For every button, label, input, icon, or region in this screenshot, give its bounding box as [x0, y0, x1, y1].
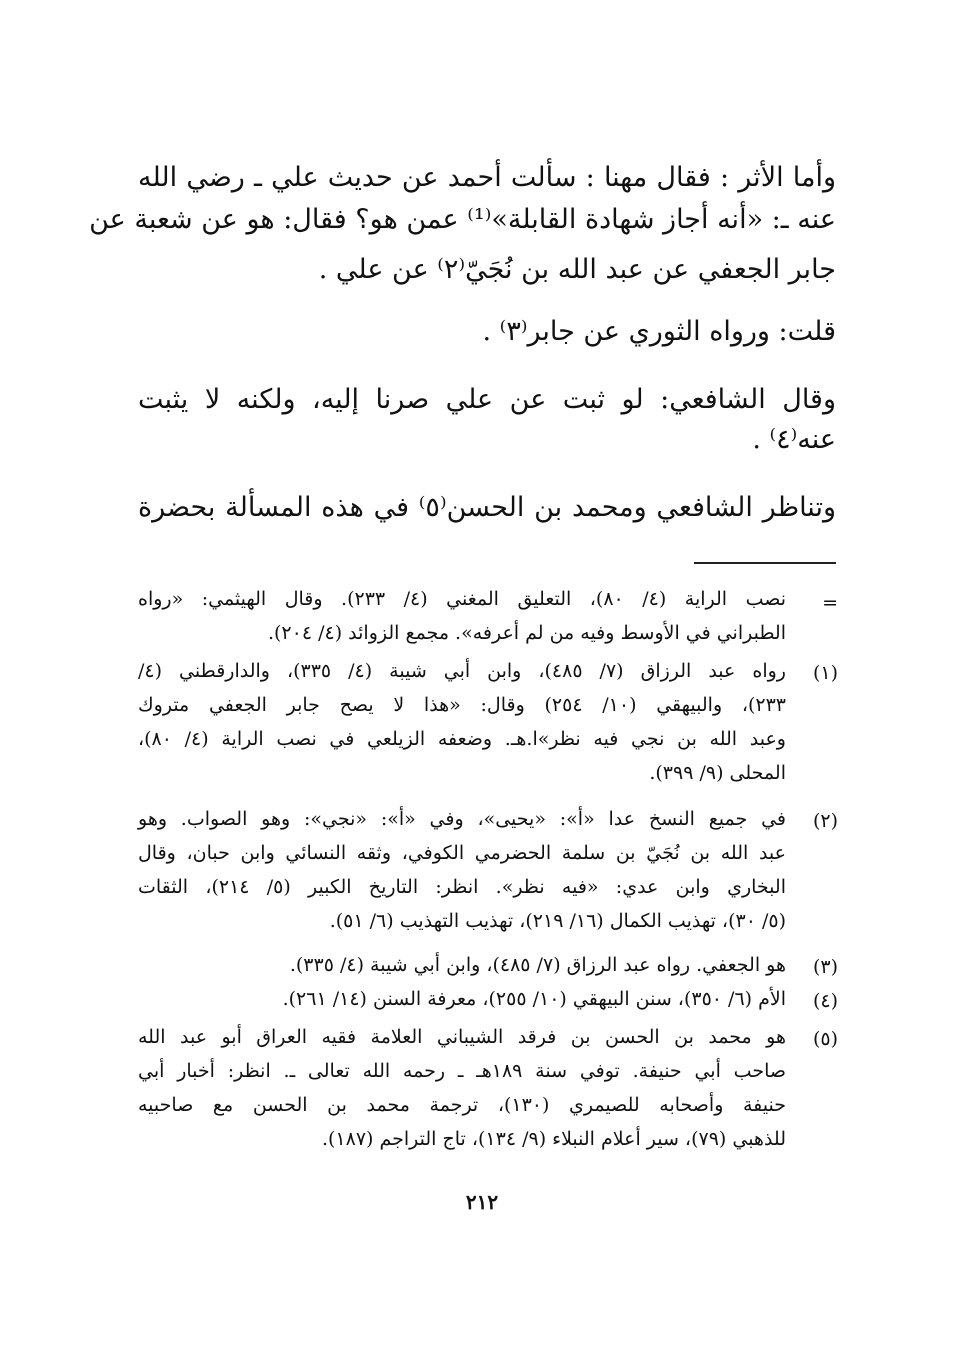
footnote-line: الأم (٦/ ٣٥٠)، سنن البيهقي (١٠/ ٢٥٥)، معرفة السنن (١٤/ ٢٦١). [282, 988, 786, 1010]
footnote-line: ٢٣٣)، والبيهقي (١٠/ ٢٥٤) وقال: «هذا لا يصح جابر الجعفي متروك [138, 694, 787, 716]
footnote-marker: = [822, 592, 838, 614]
footnote-marker: (٥) [812, 1028, 838, 1050]
footnote-line: وعبد الله بن نجي فيه نظر»ا.هـ. وضعفه الزيلعي في نصب الراية (٤/ ٨٠)، [138, 728, 786, 750]
footnote-marker: (٢) [812, 810, 838, 832]
footnote-line: البخاري وابن عدي: «فيه نظر». انظر: التاريخ الكبير (٥/ ٢١٤)، الثقات [138, 876, 786, 898]
main-line: عنه⁽٤⁾ . [752, 424, 836, 455]
main-line: وأما الأثر : فقال مهنا : سألت أحمد عن حديث علي ـ رضي الله [138, 162, 836, 193]
footnote-marker: (١) [812, 662, 838, 684]
footnote-line: عبد الله بن نُجَيّ بن سلمة الحضرمي الكوفي، وثقه النسائي وابن حبان، وقال [138, 842, 786, 864]
footnote-line: هو الجعفي. رواه عبد الرزاق (٧/ ٤٨٥)، وابن أبي شيبة (٤/ ٣٣٥). [289, 954, 786, 976]
footnote-line: حنيفة وأصحابه للصيمري (١٣٠)، ترجمة محمد بن الحسن مع صاحبيه [138, 1094, 786, 1116]
footnote-line: رواه عبد الرزاق (٧/ ٤٨٥)، وابن أبي شيبة (٤/ ٣٣٥)، والدارقطني (٤/ [138, 660, 786, 682]
footnote-line: للذهبي (٧٩)، سير أعلام النبلاء (٩/ ١٣٤)، تاج التراجم (١٨٧). [321, 1128, 786, 1150]
footnote-line: صاحب أبي حنيفة. توفي سنة ١٨٩هـ ـ رحمه الله تعالى ـ. انظر: أخبار أبي [138, 1060, 786, 1082]
main-line: وقال الشافعي: لو ثبت عن علي صرنا إليه، ولكنه لا يثبت [138, 384, 836, 415]
footnote-line: نصب الراية (٤/ ٨٠)، التعليق المغني (٤/ ٢٣٣). وقال الهيثمي: «رواه [138, 588, 786, 610]
footnote-line: (٥/ ٣٠)، تهذيب الكمال (١٦/ ٢١٩)، تهذيب التهذيب (٦/ ٥١). [329, 910, 786, 932]
footnote-marker: (٣) [812, 956, 838, 978]
footnote-marker: (٤) [812, 990, 838, 1012]
footnote-line: هو محمد بن الحسن بن فرقد الشيباني العلامة فقيه العراق أبو عبد الله [138, 1026, 786, 1048]
main-line: قلت: ورواه الثوري عن جابر⁽٣⁾ . [482, 316, 836, 347]
main-line: جابر الجعفي عن عبد الله بن نُجَيّ⁽٢⁾ عن علي . [318, 254, 836, 285]
page-number: ٢١٢ [465, 1190, 499, 1214]
main-line: وتناظر الشافعي ومحمد بن الحسن⁽٥⁾ في هذه المسألة بحضرة [138, 492, 836, 523]
footnote-line: الطبراني في الأوسط وفيه من لم أعرفه». مجمع الزوائد (٤/ ٢٠٤). [267, 622, 786, 644]
footnote-line: في جميع النسخ عدا «أ»: «يحيى»، وفي «أ»: «نجي»: وهو الصواب. وهو [138, 808, 786, 830]
footnote-line: المحلى (٩/ ٣٩٩). [649, 762, 786, 784]
footnote-separator [694, 562, 836, 564]
main-line: عنه ـ: «أنه أجاز شهادة القابلة»⁽¹⁾ عمن هو؟ فقال: هو عن شعبة عن [89, 204, 836, 235]
